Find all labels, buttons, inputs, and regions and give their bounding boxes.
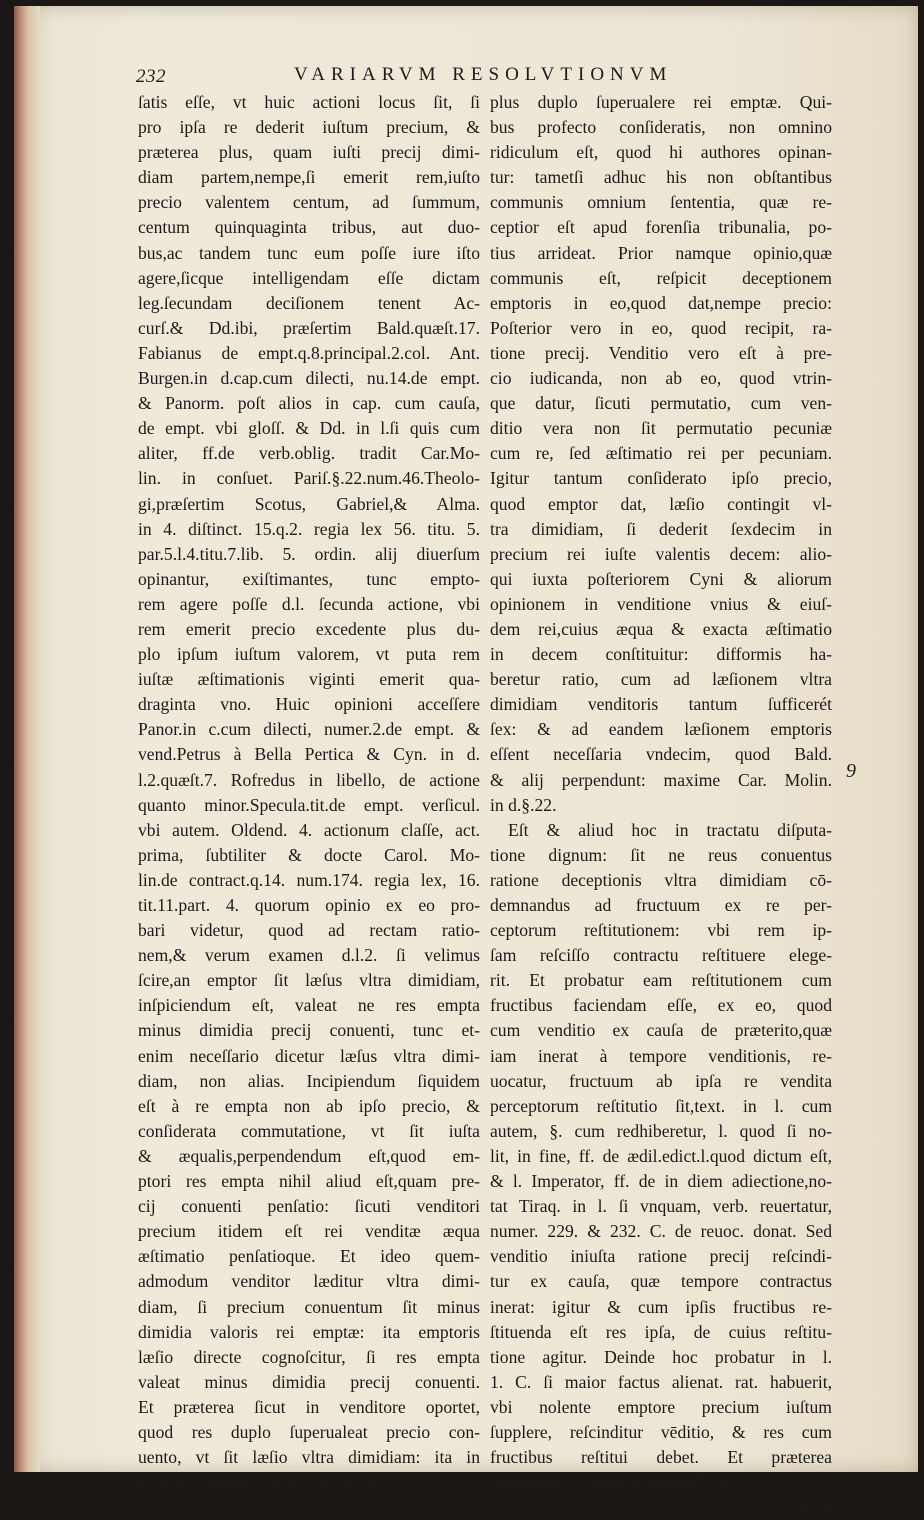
text-line: ſtituenda eſt res ipſa, de cuius reſtitu- xyxy=(490,1321,832,1342)
text-line: ſam reſciſſo contractu reſtituere elege- xyxy=(490,945,832,966)
left-column xyxy=(138,90,480,1495)
text-line: rem agere poſſe d.l. ſecunda actione, vbi xyxy=(138,593,480,614)
text-line: precium rei iuſte valentis decem: alio- xyxy=(490,543,832,564)
text-line: inerat: igitur & cum ipſis fructibus re- xyxy=(490,1296,832,1317)
text-line: in 4. diſtinct. 15.q.2. regia lex 56. titu. 5. xyxy=(138,518,480,539)
text-line: Burgen.in d.cap.cum dilecti, nu.14.de empt. xyxy=(138,368,480,389)
text-line: bari videtur, quod ad rectam ratio- xyxy=(138,920,480,941)
text-line: agere,ſicque intelligendam eſſe dictam xyxy=(138,267,480,288)
text-line: fructibus reſtitui debet. Et præterea xyxy=(490,1447,832,1468)
text-line: vend.Petrus à Bella Pertica & Cyn. in d. xyxy=(138,744,480,765)
text-line: autem, §. cum redhiberetur, l. quod ſi no- xyxy=(490,1120,832,1141)
text-line: valeat minus dimidia precij conuenti. xyxy=(138,1371,480,1392)
page-number: 232 xyxy=(136,66,166,87)
text-line: tione dignum: ſit ne reus conuentus xyxy=(490,844,832,865)
text-line: bus profecto conſideratis, non omnino xyxy=(490,117,832,138)
text-line: æſtimatio penſatioque. Et ideo quem- xyxy=(138,1246,480,1267)
text-line: uento, vt ſit læſio vltra dimidiam: ita in xyxy=(138,1447,480,1468)
text-line: fructibus faciendam eſſe, ex eo, quod xyxy=(490,995,832,1016)
text-line: communis omnium ſententia, quæ re- xyxy=(490,192,832,213)
text-line: curſ.& Dd.ibi, præſertim Bald.quæſt.17. xyxy=(138,317,480,338)
text-line: pro ipſa re dederit iuſtum precium, & xyxy=(138,117,480,138)
text-line: beretur ratio, cum ad læſionem vltra xyxy=(490,669,832,690)
text-area xyxy=(134,60,846,1518)
text-line: ridiculum eſt, quod hi authores opinan- xyxy=(490,142,832,163)
text-line: dimidia valoris rei emptæ: ita emptoris xyxy=(138,1321,480,1342)
text-line: numer. 229. & 232. C. de reuoc. donat. Sed xyxy=(490,1221,832,1242)
text-line: læſio directe cognoſcitur, ſi res empta xyxy=(138,1346,480,1367)
text-line: Panor.in c.cum dilecti, numer.2.de empt. & xyxy=(138,719,480,740)
text-line: venditio iniuſta ratione precij reſcindi- xyxy=(490,1246,832,1267)
text-line: tione precij. Venditio vero eſt à pre- xyxy=(490,342,832,363)
text-line: diam, non alias. Incipiendum ſiquidem xyxy=(138,1070,480,1091)
text-line: inſpiciendum eſt, valeat ne res empta xyxy=(138,995,480,1016)
right-column xyxy=(490,90,832,1520)
text-line: vbi nolente emptore precium iuſtum xyxy=(490,1396,832,1417)
text-line: lit, in fine, ff. de ædil.edict.l.quod dictum eſt, xyxy=(490,1145,832,1166)
text-line: communis eſt, reſpicit deceptionem xyxy=(490,267,832,288)
text-line: plo ipſum iuſtum valorem, vt puta rem xyxy=(138,644,480,665)
text-line: & Panorm. poſt alios in cap. cum cauſa, xyxy=(138,393,480,414)
text-line: diam, ſi precium conuentum ſit minus xyxy=(138,1296,480,1317)
text-line: eſt à re empta non ab ipſo precio, & xyxy=(138,1095,480,1116)
text-line: precium itidem eſt rei venditæ æqua xyxy=(138,1221,480,1242)
text-line: ratione deceptionis vltra dimidiam cō- xyxy=(490,869,832,890)
page-header xyxy=(134,60,846,90)
text-line: Igitur tantum conſiderato ipſo precio, xyxy=(490,468,832,489)
text-line: perceptorum reſtitutio ſit,text. in l. cum xyxy=(490,1095,832,1116)
text-line: uocatur, fructuum ab ipſa re vendita xyxy=(490,1070,832,1091)
text-line: vbi autem. Oldend. 4. actionum claſſe, act. xyxy=(138,819,480,840)
binding-edge xyxy=(14,6,40,1472)
margin-note: 9 xyxy=(846,760,856,782)
text-line: emptore oportet precium conuentum xyxy=(138,1472,395,1493)
text-line: diam partem,nempe,ſi emerit rem,iuſto xyxy=(138,167,480,188)
text-line: centum quinquaginta tribus, aut duo- xyxy=(138,217,480,238)
text-line: ptori res empta nihil aliud eſt,quam pre- xyxy=(138,1171,480,1192)
text-line: ſex: & ad eandem læſionem emptoris xyxy=(490,719,832,740)
text-line: lin. in conſuet. Pariſ.§.22.num.46.Theolo- xyxy=(138,468,480,489)
text-line: aliter, ff.de verb.oblig. tradit Car.Mo- xyxy=(138,443,480,464)
text-line: quod res duplo ſuperualeat precio con- xyxy=(138,1421,480,1442)
text-line: conſiderata commutatione, vt ſit iuſta xyxy=(138,1120,480,1141)
text-line: tra dimidiam, ſi dederit ſexdecim in xyxy=(490,518,832,539)
text-line: ſatis eſſe, vt huic actioni locus ſit, ſi xyxy=(138,92,480,112)
text-line: par.5.l.4.titu.7.lib. 5. ordin. alij diuerſum xyxy=(138,543,480,564)
text-line: iuſtæ æſtimationis viginti emerit qua- xyxy=(138,669,480,690)
text-line: lin.de contract.q.14. num.174. regia lex, 16. xyxy=(138,869,480,890)
text-line: & æqualis,perpendendum eſt,quod em- xyxy=(138,1145,480,1166)
text-line: dimidiam venditoris tantum ſufficerét xyxy=(490,694,832,715)
text-line: prima, ſubtiliter & docte Carol. Mo- xyxy=(138,844,480,865)
text-line: tat Tiraq. in l. ſi vnquam, verb. reuertatur, xyxy=(490,1196,832,1217)
text-line: dem rei,cuius æqua & exacta æſtimatio xyxy=(490,618,832,639)
text-line: ſupplere, reſcinditur vēditio, & res cum xyxy=(490,1421,832,1442)
text-line: cio iudicanda, non ab eo, quod vtrin- xyxy=(490,368,832,389)
text-line: l.2.quæſt.7. Rofredus in libello, de actione xyxy=(138,769,480,790)
text-line: quoties etiam actione perſonali reſti- xyxy=(490,1472,746,1493)
text-line: cum venditio ex cauſa de præterito,quæ xyxy=(490,1020,832,1041)
text-line: ditio vera non ſit permutatio pecuniæ xyxy=(490,418,832,439)
text-line: quod emptor dat, læſio contingit vl- xyxy=(490,493,832,514)
text-line: que datur, ſicuti permutatio, cum ven- xyxy=(490,393,832,414)
text-line: opinantur, exiſtimantes, tunc empto- xyxy=(138,568,480,589)
text-line: de empt. vbi gloſſ. & Dd. in l.ſi quis cum xyxy=(138,418,480,439)
running-head: VARIARVM RESOLVTIONVM xyxy=(294,64,673,85)
text-line: præterea plus, quam iuſti precij dimi- xyxy=(138,142,480,163)
text-line: Fabianus de empt.q.8.principal.2.col. Ant. xyxy=(138,342,480,363)
text-line: in decem conſtituitur: difformis ha- xyxy=(490,644,832,665)
text-line: leg.ſecundam deciſionem tenent Ac- xyxy=(138,292,480,313)
text-line: bus,ac tandem tunc eum poſſe iure iſto xyxy=(138,242,480,263)
text-line: quanto minor.Specula.tit.de empt. verſicul. xyxy=(138,794,480,815)
text-line: rit. Et probatur eam reſtitutionem cum xyxy=(490,970,832,991)
text-line: tutio xyxy=(799,1497,832,1518)
text-line: gi,præſertim Scotus, Gabriel,& Alma. xyxy=(138,493,480,514)
text-line: nem,& verum examen d.l.2. ſi velimus xyxy=(138,945,480,966)
text-line: ceptorum reſtitutionem: vbi rem ip- xyxy=(490,920,832,941)
text-line: ſcire,an emptor ſit læſus vltra dimidiam, xyxy=(138,970,480,991)
text-line: emptoris in eo,quod dat,nempe precio: xyxy=(490,292,832,313)
text-line: enim neceſſario dicetur læſus vltra dimi- xyxy=(138,1045,480,1066)
text-line: eſſent neceſſaria vndecim, quod Bald. xyxy=(490,744,832,765)
text-line: qui iuxta poſteriorem Cyni & aliorum xyxy=(490,568,832,589)
text-line: Poſterior vero in eo, quod recipit, ra- xyxy=(490,317,832,338)
text-line: tur ex cauſa, quæ tempore contractus xyxy=(490,1271,832,1292)
text-line: tit.11.part. 4. quorum opinio ex eo pro- xyxy=(138,895,480,915)
text-line: tur: tametſi adhuc his non obſtantibus xyxy=(490,167,832,188)
text-line: Et præterea ſicut in venditore oportet, xyxy=(138,1396,480,1417)
text-line: ceptior eſt apud forenſia tribunalia, po- xyxy=(490,217,832,238)
text-line: rem emerit precio excedente plus du- xyxy=(138,618,480,639)
text-line: & l. Imperator, ff. de in diem adiectione,no- xyxy=(490,1171,832,1192)
text-line: demnandus ad fructuum ex re per- xyxy=(490,895,832,915)
text-line: Eſt & aliud hoc in tractatu diſputa- xyxy=(508,819,832,840)
text-line: & alij perpendunt: maxime Car. Molin. xyxy=(490,769,832,790)
text-line: tius arrideat. Prior namque opinio,quæ xyxy=(490,242,832,263)
text-line: opinionem in venditione vnius & eiuſ- xyxy=(490,593,832,614)
text-line: cij conuenti penſatio: ſicuti venditori xyxy=(138,1196,480,1217)
text-line: iam inerat à tempore venditionis, re- xyxy=(490,1045,832,1066)
text-line: 1. C. ſi maior factus alienat. rat. habuerit, xyxy=(490,1371,832,1392)
text-line: minus dimidia precij conuenti, tunc et- xyxy=(138,1020,480,1041)
text-line: draginta vno. Huic opinioni acceſſere xyxy=(138,694,480,715)
text-line: plus duplo ſuperualere rei emptæ. Qui- xyxy=(490,92,832,112)
text-line: admodum venditor læditur vltra dimi- xyxy=(138,1271,480,1292)
text-line: in d.§.22. xyxy=(490,794,557,815)
text-line: cum re, ſed æſtimatio rei per pecuniam. xyxy=(490,443,832,464)
text-line: precio valentem centum, ad ſummum, xyxy=(138,192,480,213)
text-line: tione agitur. Deinde hoc probatur in l. xyxy=(490,1346,832,1367)
